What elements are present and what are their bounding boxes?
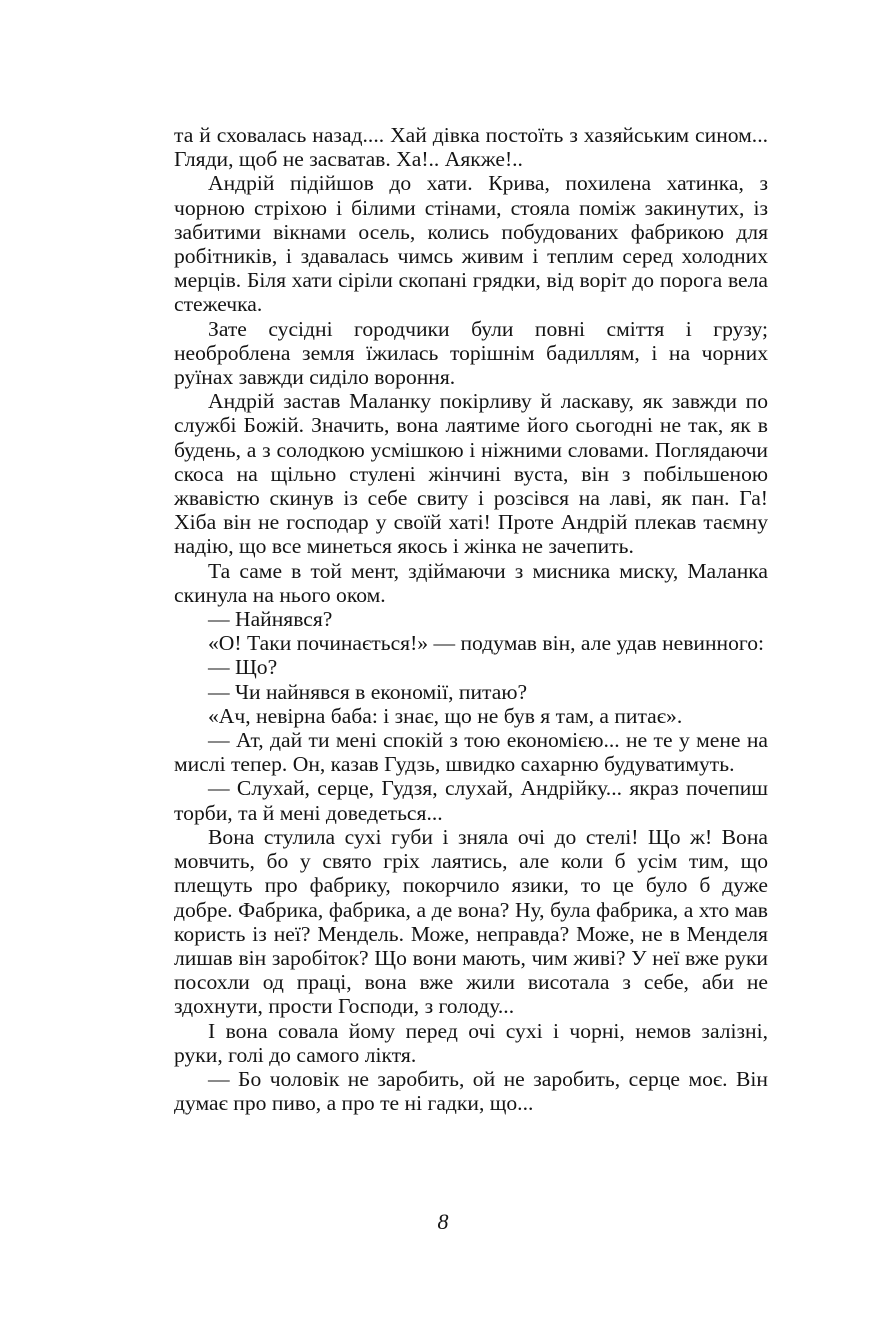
paragraph: Вона стулила сухі губи і зняла очі до стелі! Що ж! Вона мовчить, бо у свято гріх лаятись, але коли б усім тим, що плещуть про фабрику, покорчило язики, то це було б дуже добре. Фабрика, фабрика, а де вона? Ну, була фабрика, а хто мав користь із неї? Мендель. Може, неправда? Може, не в Менделя лишав він заробіток? Що вони мають, чим живі? У неї вже руки посохли од праці, вона вже жили висотала з себе, аби не здохнути, прости Господи, з голоду... <box>174 824 768 1019</box>
paragraph: І вона совала йому перед очі сухі і чорні, немов залізні, руки, голі до самого ліктя. <box>174 1018 768 1067</box>
dialogue-line: — Бо чоловік не заробить, ой не заробить, серце моє. Він думає про пиво, а про те ні гадки, що... <box>174 1066 768 1116</box>
paragraph: «О! Таки починається!» — подумав він, але удав невинного: <box>208 631 764 656</box>
paragraph: Та саме в той мент, здіймаючи з мисника миску, Маланка скинула на нього оком. <box>174 558 768 607</box>
dialogue-line: — Найнявся? <box>208 607 333 632</box>
dialogue-line: — Ат, дай ти мені спокій з тою економією... не те у мене на мислі тепер. Он, казав Гудзь, швидко сахарню будуватимуть. <box>174 728 768 777</box>
dialogue-line: — Чи найнявся в економії, питаю? <box>208 679 528 704</box>
paragraph: Андрій підійшов до хати. Крива, похилена хатинка, з чорною стріхою і білими стінами, стояла поміж закинутих, із забитими вікнами осель, колись побудованих фабрикою для робітників, і здавалась чимсь живим і теплим серед холодних мерців. Біля хати сіріли скопані грядки, від воріт до порога вела стежечка. <box>174 171 768 317</box>
dialogue-line: — Що? <box>208 655 278 680</box>
paragraph: та й сховалась назад.... Хай дівка постоїть з хазяйським сином... Гляди, щоб не засватав. Ха!.. Аякже!.. <box>174 123 768 172</box>
dialogue-line: — Слухай, серце, Гудзя, слухай, Андрійку... якраз почепиш торби, та й мені доведеться... <box>174 776 768 825</box>
paragraph: Зате сусідні городчики були повні сміття і грузу; необроблена земля їжилась торішнім бадиллям, і на чорних руїнах завжди сиділо вороння. <box>174 316 768 390</box>
paragraph: Андрій застав Маланку покірливу й ласкаву, як завжди по службі Божій. Значить, вона лаятиме його сьогодні не так, як в будень, а з солодкою усмішкою і ніжними словами. Поглядаючи скоса на щільно стулені жінчині вуста, він з побільшеною жвавістю скинув із себе свиту і розсівся на лаві, як пан. Га! Хіба він не господар у своїй хаті! Проте Андрій плекав таємну надію, що все минеться якось і жінка не зачепить. <box>174 389 768 559</box>
body-text <box>174 123 768 1115</box>
paragraph: «Ач, невірна баба: і знає, що не був я там, а питає». <box>208 703 683 728</box>
page-number: 8 <box>437 1209 449 1234</box>
